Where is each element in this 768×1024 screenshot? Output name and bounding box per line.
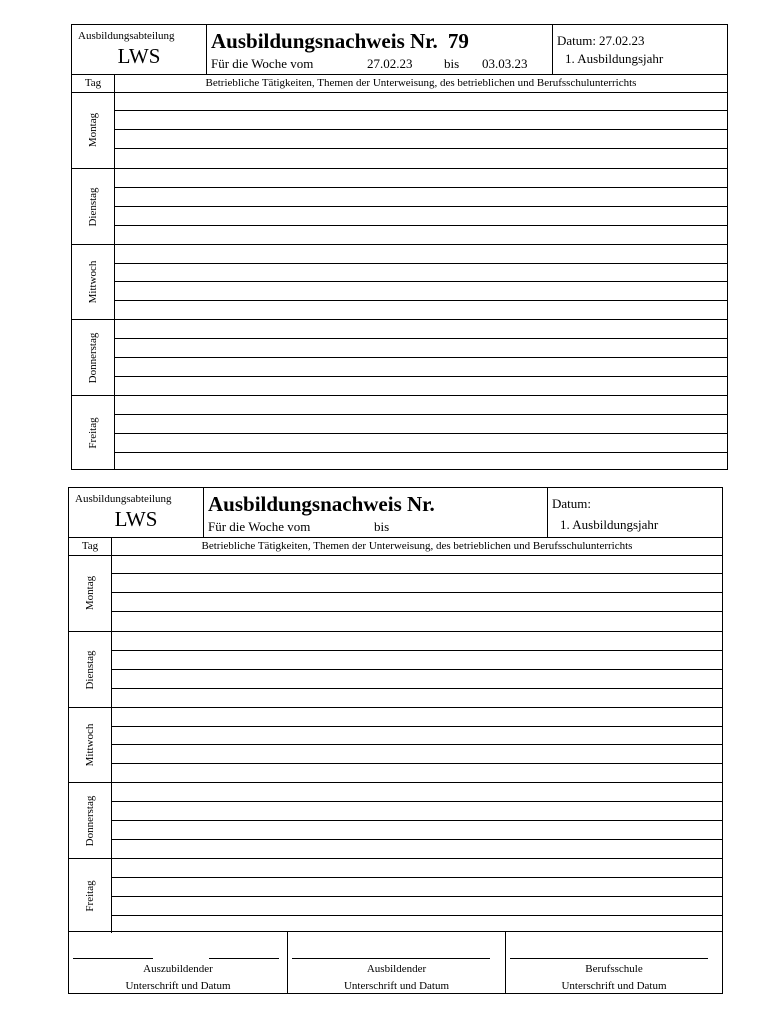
day-label: Montag — [87, 112, 99, 148]
day-label-cell — [72, 320, 115, 395]
day-label: Mittwoch — [87, 260, 99, 304]
day-label-cell — [72, 169, 115, 244]
signature-trainer[interactable] — [287, 932, 505, 993]
col-tag-header: Tag — [72, 74, 115, 92]
signature-line — [209, 958, 279, 959]
form-header — [72, 25, 727, 75]
day-entry-area[interactable] — [115, 396, 727, 469]
day-label: Mittwoch — [84, 723, 96, 767]
day-row-monday — [69, 555, 722, 631]
report-number[interactable]: 79 — [447, 29, 469, 53]
day-row-thursday — [72, 319, 727, 395]
day-entry-area[interactable] — [112, 859, 722, 933]
department-label: Ausbildungsabteilung — [75, 493, 172, 505]
title-text: Ausbildungsnachweis Nr. — [211, 29, 438, 53]
day-label: Donnerstag — [84, 795, 96, 846]
day-label-cell — [72, 245, 115, 319]
signature-role: Auszubildender — [143, 963, 213, 975]
date-label: Datum: — [557, 33, 596, 48]
date-box — [552, 25, 727, 74]
signature-subtitle: Unterschrift und Datum — [561, 980, 667, 992]
day-label-cell — [69, 859, 112, 933]
date-line — [557, 33, 645, 49]
department-box — [69, 488, 204, 537]
department-box — [72, 25, 207, 74]
day-label-cell — [72, 92, 115, 168]
day-row-friday — [72, 395, 727, 469]
date-box — [547, 488, 722, 537]
day-row-monday — [72, 92, 727, 168]
signature-role: Ausbildender — [366, 963, 427, 975]
date-label: Datum: — [552, 496, 591, 511]
day-row-thursday — [69, 782, 722, 858]
report-form-1 — [71, 24, 728, 470]
training-year[interactable]: 1. Ausbildungsjahr — [560, 517, 659, 532]
signature-role: Berufsschule — [585, 963, 643, 975]
day-entry-area[interactable] — [115, 320, 727, 395]
day-entry-area[interactable] — [112, 708, 722, 782]
day-row-friday — [69, 858, 722, 933]
signature-line — [292, 958, 490, 959]
title-text: Ausbildungsnachweis Nr. — [208, 492, 435, 516]
day-entry-area[interactable] — [115, 169, 727, 244]
signature-line — [73, 958, 153, 959]
signature-subtitle: Unterschrift und Datum — [343, 980, 450, 992]
date-field[interactable]: 27.02.23 — [599, 33, 645, 48]
report-form-2 — [68, 487, 723, 994]
day-row-wednesday — [72, 244, 727, 319]
column-header — [69, 537, 722, 556]
day-label: Freitag — [87, 416, 99, 449]
department-value[interactable]: LWS — [117, 44, 161, 68]
col-desc-header: Betriebliche Tätigkeiten, Themen der Unterweisung, des betrieblichen und Berufsschulunterrichts — [205, 77, 637, 89]
day-entry-area[interactable] — [112, 632, 722, 707]
form-title — [208, 492, 445, 517]
day-label-cell — [69, 708, 112, 782]
week-label: Für die Woche vom — [208, 519, 311, 534]
signature-footer — [69, 931, 722, 993]
signature-school[interactable] — [505, 932, 722, 993]
week-label: Für die Woche vom — [211, 56, 314, 71]
department-value[interactable]: LWS — [114, 507, 158, 531]
signature-subtitle: Unterschrift und Datum — [125, 980, 231, 992]
signature-apprentice[interactable] — [69, 932, 287, 993]
day-entry-area[interactable] — [112, 555, 722, 631]
department-label: Ausbildungsabteilung — [78, 30, 175, 42]
training-year[interactable]: 1. Ausbildungsjahr — [565, 51, 664, 66]
day-entry-area[interactable] — [115, 92, 727, 168]
form-title — [211, 29, 469, 54]
day-label: Donnerstag — [87, 332, 99, 383]
day-row-tuesday — [69, 631, 722, 707]
day-label: Dienstag — [84, 649, 96, 690]
day-entry-area[interactable] — [112, 783, 722, 858]
day-label: Freitag — [84, 880, 96, 912]
week-bis-label: bis — [444, 56, 460, 71]
day-label-cell — [69, 783, 112, 858]
day-label-cell — [69, 632, 112, 707]
signature-line — [510, 958, 708, 959]
day-label: Montag — [84, 575, 96, 611]
col-tag-header: Tag — [69, 537, 112, 555]
day-label-cell — [72, 396, 115, 469]
date-line — [552, 496, 594, 512]
day-label: Dienstag — [87, 186, 99, 227]
form-header — [69, 488, 722, 538]
col-desc-header: Betriebliche Tätigkeiten, Themen der Unterweisung, des betrieblichen und Berufsschulunterrichts — [201, 540, 633, 552]
column-header — [72, 74, 727, 93]
title-box — [207, 25, 552, 74]
day-entry-area[interactable] — [115, 245, 727, 319]
day-label-cell — [69, 555, 112, 631]
week-bis-label: bis — [374, 519, 390, 534]
week-from-field[interactable]: 27.02.23 — [367, 56, 413, 71]
day-row-tuesday — [72, 168, 727, 244]
title-box — [204, 488, 547, 537]
week-to-field[interactable]: 03.03.23 — [482, 56, 528, 71]
day-row-wednesday — [69, 707, 722, 782]
